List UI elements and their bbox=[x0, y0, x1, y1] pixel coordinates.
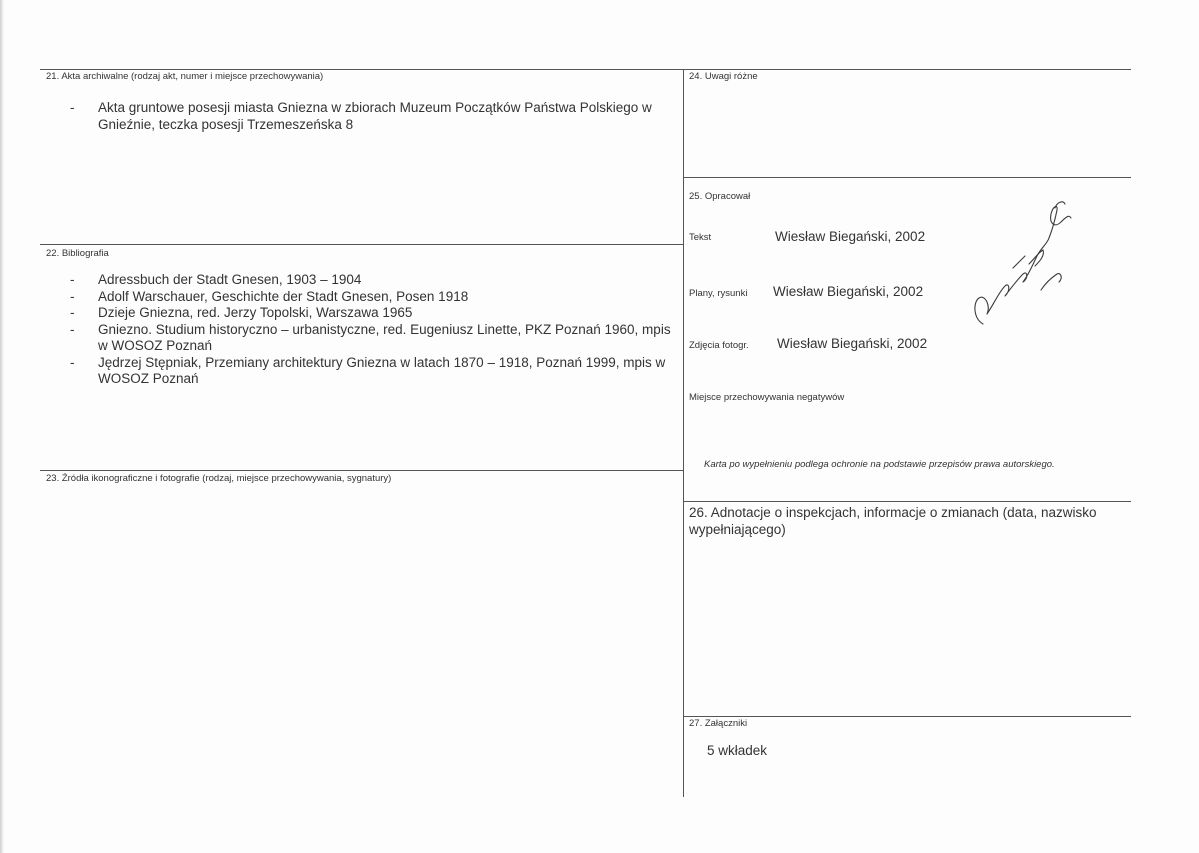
list-item: - Gniezno. Studium historyczno – urbanistyczne, red. Eugeniusz Linette, PKZ Poznań 1960, mpis w WOSOZ Poznań bbox=[70, 322, 682, 355]
photos-author-label: Zdjęcia fotogr. bbox=[689, 340, 749, 351]
divider-24-25 bbox=[683, 177, 1131, 178]
divider-22-23 bbox=[40, 470, 683, 471]
divider-25-26 bbox=[683, 501, 1131, 502]
section-27-label: 27. Załączniki bbox=[689, 718, 748, 729]
top-rule bbox=[40, 69, 1131, 70]
attachments-value: 5 wkładek bbox=[707, 743, 768, 758]
copyright-note: Karta po wypełnieniu podlega ochronie na podstawie przepisów prawa autorskiego. bbox=[704, 459, 1055, 470]
bibliography-list bbox=[70, 272, 682, 388]
list-item: - Akta gruntowe posesji miasta Gniezna w zbiorach Muzeum Początków Państwa Polskiego w Gnieźnie, teczka posesji Trzemeszeńska 8 bbox=[70, 100, 682, 133]
plans-author-value: Wiesław Biegański, 2002 bbox=[773, 284, 924, 299]
text-author-value: Wiesław Biegański, 2002 bbox=[775, 229, 926, 244]
section-25-label: 25. Opracował bbox=[689, 191, 751, 202]
archival-records-list bbox=[70, 100, 682, 133]
photos-author-value: Wiesław Biegański, 2002 bbox=[777, 336, 928, 351]
signature-icon bbox=[965, 198, 1075, 328]
section-21-label: 21. Akta archiwalne (rodzaj akt, numer i miejsce przechowywania) bbox=[46, 71, 324, 82]
section-23-label: 23. Źródła ikonograficzne i fotografie (rodzaj, miejsce przechowywania, sygnatury) bbox=[46, 473, 392, 484]
divider-21-22 bbox=[40, 244, 683, 245]
column-divider bbox=[683, 69, 684, 797]
scan-edge-shadow bbox=[0, 0, 4, 853]
list-item: - Dzieje Gniezna, red. Jerzy Topolski, Warszawa 1965 bbox=[70, 305, 682, 322]
negatives-location-label: Miejsce przechowywania negatywów bbox=[689, 392, 845, 403]
list-item: - Adolf Warschauer, Geschichte der Stadt Gnesen, Posen 1918 bbox=[70, 289, 682, 306]
text-author-label: Tekst bbox=[689, 232, 712, 243]
section-26-label: 26. Adnotacje o inspekcjach, informacje o zmianach (data, nazwisko wypełniającego) bbox=[689, 505, 1097, 537]
section-22-label: 22. Bibliografia bbox=[46, 248, 109, 259]
section-24-label: 24. Uwagi różne bbox=[689, 71, 758, 82]
divider-26-27 bbox=[683, 716, 1131, 717]
list-item: - Adressbuch der Stadt Gnesen, 1903 – 1904 bbox=[70, 272, 682, 289]
plans-author-label: Plany, rysunki bbox=[689, 288, 748, 299]
list-item: - Jędrzej Stępniak, Przemiany architektury Gniezna w latach 1870 – 1918, Poznań 1999, mpis w WOSOZ Poznań bbox=[70, 355, 682, 388]
